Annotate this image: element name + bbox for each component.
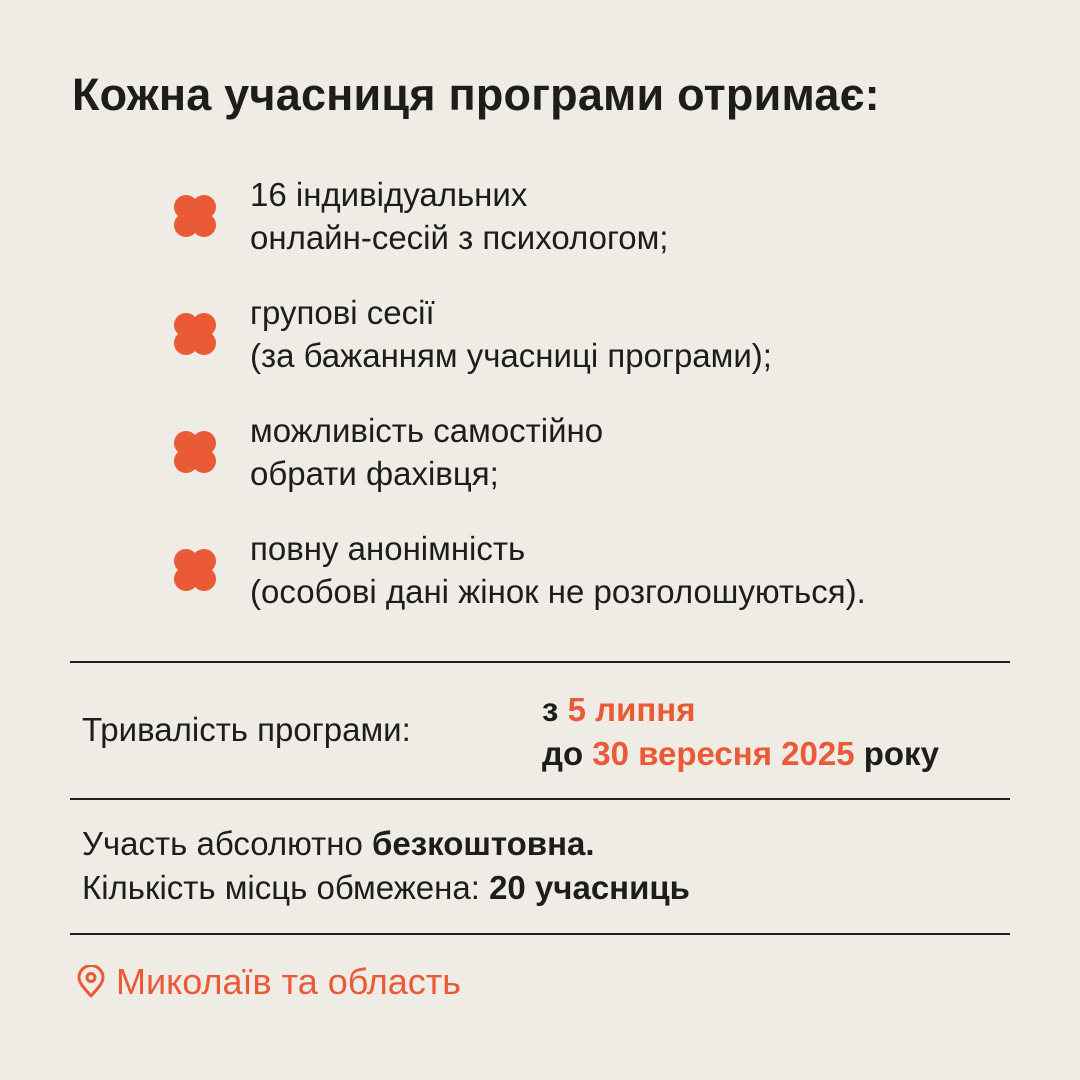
duration-from-prefix: з	[542, 691, 559, 728]
places-line	[82, 866, 690, 910]
duration-from	[542, 688, 939, 732]
duration-to-prefix: до	[542, 735, 584, 772]
divider	[70, 661, 1010, 663]
duration-from-date: 5 липня	[567, 691, 696, 728]
duration-to	[542, 732, 939, 776]
benefit-line-1: групові сесії	[250, 294, 435, 331]
benefit-item	[170, 173, 1050, 263]
benefit-line-1: можливість самостійно	[250, 412, 604, 449]
participation-terms	[82, 822, 690, 910]
headline: Кожна учасниця програми отримає:	[72, 69, 880, 120]
benefit-line-1: 16 індивідуальних	[250, 176, 528, 213]
location-text: Миколаїв та область	[116, 961, 462, 1002]
benefit-text	[250, 291, 772, 377]
benefit-line-2: (за бажанням учасниці програми);	[250, 337, 772, 374]
flower-bullet-icon	[170, 191, 220, 241]
benefit-item	[170, 527, 1050, 617]
benefit-item	[170, 409, 1050, 499]
participation-text: Участь абсолютно	[82, 825, 363, 862]
participation-line	[82, 822, 690, 866]
benefit-item	[170, 291, 1050, 381]
location-pin-icon	[76, 965, 106, 999]
places-count: 20 учасниць	[489, 869, 690, 906]
benefit-text	[250, 409, 603, 495]
duration-dates	[542, 688, 939, 776]
places-text: Кількість місць обмежена:	[82, 869, 480, 906]
duration-to-suffix: року	[863, 735, 939, 772]
duration-to-date: 30 вересня 2025	[592, 735, 855, 772]
location	[76, 960, 461, 1004]
benefit-text	[250, 173, 668, 259]
benefit-line-1: повну анонімність	[250, 530, 526, 567]
participation-free: безкоштовна.	[372, 825, 595, 862]
benefit-text	[250, 527, 866, 613]
flower-bullet-icon	[170, 545, 220, 595]
benefit-line-2: онлайн-сесій з психологом;	[250, 219, 669, 256]
benefit-line-2: обрати фахівця;	[250, 455, 499, 492]
divider	[70, 798, 1010, 800]
benefit-line-2: (особові дані жінок не розголошуються).	[250, 573, 866, 610]
flower-bullet-icon	[170, 427, 220, 477]
flower-bullet-icon	[170, 309, 220, 359]
divider	[70, 933, 1010, 935]
duration-label: Тривалість програми:	[82, 711, 411, 748]
